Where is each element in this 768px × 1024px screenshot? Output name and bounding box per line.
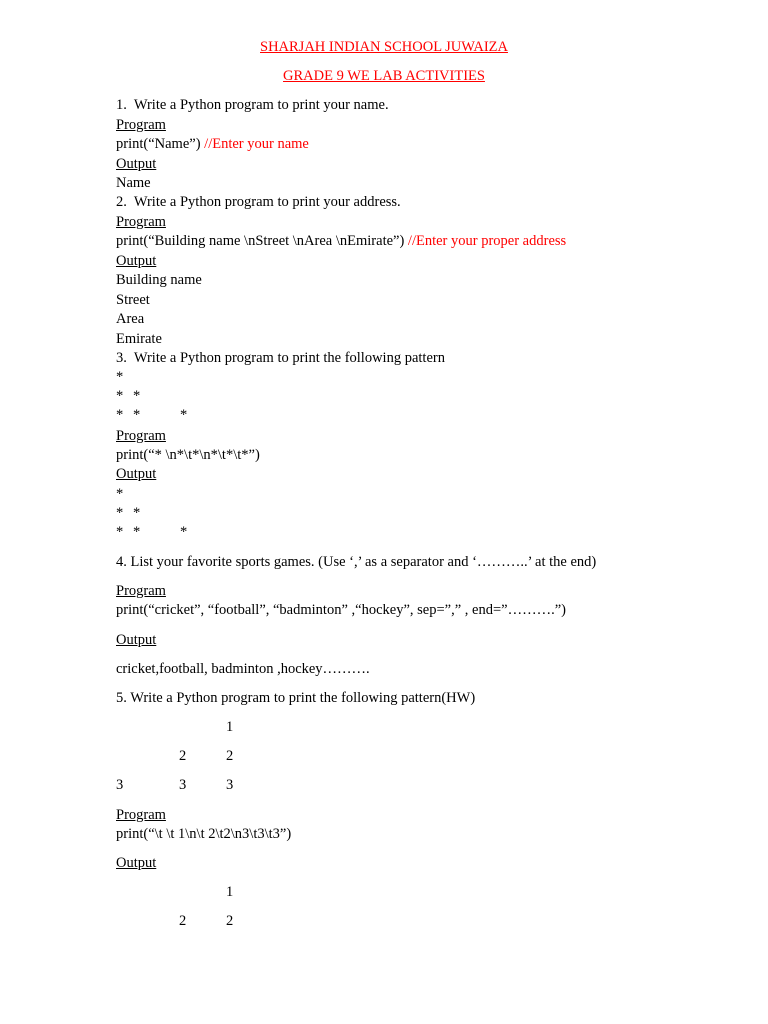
output-star: * [133, 524, 141, 540]
output-star: * [116, 486, 124, 502]
question-3: 3. Write a Python program to print the following pattern [116, 350, 445, 366]
q4-code: print(“cricket”, “football”, “badminton” ,“hockey”, sep=”,” , end=”……….”) [116, 602, 566, 618]
output-number: 1 [226, 884, 234, 900]
pattern-star: * [133, 388, 141, 404]
output-number: 2 [179, 913, 187, 929]
output-label: Output [116, 466, 157, 482]
school-name: SHARJAH INDIAN SCHOOL JUWAIZA [260, 39, 508, 55]
question-4: 4. List your favorite sports games. (Use ‘,’ as a separator and ‘………..’ at the end) [116, 554, 597, 570]
program-label: Program [116, 583, 166, 599]
pattern-star: * [116, 388, 124, 404]
output-label: Output [116, 253, 157, 269]
program-label: Program [116, 214, 166, 230]
q1-output-line: Name [116, 175, 151, 191]
pattern-number: 1 [226, 719, 234, 735]
output-star: * [116, 505, 124, 521]
pattern-number: 2 [179, 748, 187, 764]
q1-code-line [116, 135, 309, 153]
program-label: Program [116, 807, 166, 823]
pattern-number: 2 [226, 748, 234, 764]
question-5: 5. Write a Python program to print the following pattern(HW) [116, 690, 476, 706]
q2-code-line [116, 232, 566, 250]
output-label: Output [116, 632, 157, 648]
program-label: Program [116, 428, 166, 444]
document-title: GRADE 9 WE LAB ACTIVITIES [283, 68, 485, 84]
q4-output: cricket,football, badminton ,hockey………. [116, 661, 370, 677]
pattern-star: * [116, 369, 124, 385]
pattern-star: * [133, 407, 141, 423]
q1-comment: //Enter your name [204, 136, 309, 152]
output-star: * [133, 505, 141, 521]
pattern-star: * [180, 407, 188, 423]
q2-code: print(“Building name \nStreet \nArea \nEmirate”) [116, 233, 408, 249]
q2-comment: //Enter your proper address [407, 233, 567, 249]
q5-code: print(“\t \t 1\n\t 2\t2\n3\t3\t3”) [116, 826, 292, 842]
pattern-number: 3 [179, 777, 187, 793]
output-label: Output [116, 855, 157, 871]
pattern-number: 3 [116, 777, 124, 793]
q2-output-line: Emirate [116, 331, 162, 347]
question-2: 2. Write a Python program to print your address. [116, 194, 401, 210]
output-label: Output [116, 156, 157, 172]
q2-output-line: Street [116, 292, 150, 308]
q3-code: print(“* \n*\t*\n*\t*\t*”) [116, 447, 260, 463]
q2-output-line: Area [116, 311, 145, 327]
question-1: 1. Write a Python program to print your name. [116, 97, 389, 113]
q1-code: print(“Name”) [116, 136, 205, 152]
pattern-star: * [116, 407, 124, 423]
output-star: * [180, 524, 188, 540]
q2-output-line: Building name [116, 272, 202, 288]
program-label: Program [116, 117, 166, 133]
pattern-number: 3 [226, 777, 234, 793]
output-star: * [116, 524, 124, 540]
output-number: 2 [226, 913, 234, 929]
